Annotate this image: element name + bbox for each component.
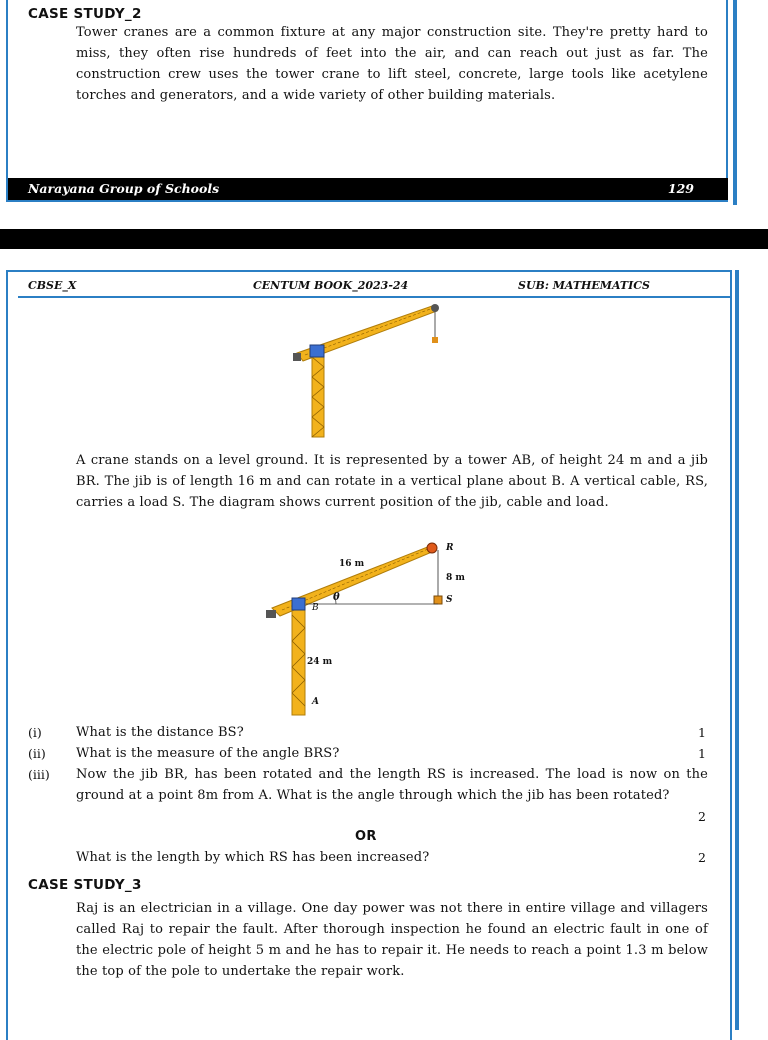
case-study-3-paragraph: Raj is an electrician in a village. One day power was not there in entire village and villagers called Raj to repair the fault. After thorough inspection he found an electric fault in one of the electric pole of height 5 m and he has to repair it. He needs to reach a point 1.3 m below the top of the pole to undertake the repair work. xyxy=(76,901,708,979)
header-book: CENTUM BOOK_2023-24 xyxy=(253,279,409,292)
crane-illustration xyxy=(285,295,445,440)
label-tower-height: 24 m xyxy=(307,657,333,667)
page-footer xyxy=(8,178,728,200)
problem-statement: A crane stands on a level ground. It is represented by a tower AB, of height 24 m and a jib BR. The jib is of length 16 m and can rotate in a vertical plane about B. A vertical cable, RS, carries a load S. The diagram shows current position of the jib, cable and load. xyxy=(76,453,708,510)
case-study-3-title: CASE STUDY_3 xyxy=(28,877,142,893)
label-theta: θ xyxy=(333,592,340,603)
question-3-marks: 2 xyxy=(698,809,706,824)
question-2-number: (ii) xyxy=(28,746,46,761)
header-board: CBSE_X xyxy=(28,279,77,292)
crane-diagram xyxy=(262,540,482,720)
bottom-page-edge xyxy=(735,270,739,1030)
or-question-marks: 2 xyxy=(698,850,706,865)
top-page-edge xyxy=(733,0,737,205)
label-jib-length: 16 m xyxy=(339,559,365,569)
question-1-text: What is the distance BS? xyxy=(76,725,244,740)
header-subject: SUB: MATHEMATICS xyxy=(518,279,650,292)
page-separator xyxy=(0,229,768,249)
or-question-text: What is the length by which RS has been increased? xyxy=(76,850,430,865)
label-point-s: S xyxy=(446,595,453,605)
question-3-text: Now the jib BR, has been rotated and the length RS is increased. The load is now on the ground at a point 8m from A. What is the angle through which the jib has been rotated? xyxy=(76,767,708,803)
footer-page-number: 129 xyxy=(667,181,694,196)
question-1-number: (i) xyxy=(28,725,42,740)
or-label: OR xyxy=(355,829,377,844)
label-point-b: B xyxy=(312,603,319,613)
question-3-number: (iii) xyxy=(28,767,50,782)
question-2-text: What is the measure of the angle BRS? xyxy=(76,746,340,761)
case-study-2-title: CASE STUDY_2 xyxy=(28,6,142,22)
question-1-marks: 1 xyxy=(698,725,706,740)
load-s xyxy=(434,596,442,604)
footer-school-name: Narayana Group of Schools xyxy=(28,181,220,196)
label-cable-length: 8 m xyxy=(446,573,465,583)
question-2-marks: 1 xyxy=(698,746,706,761)
label-point-a: A xyxy=(312,697,319,707)
case-study-2-paragraph: Tower cranes are a common fixture at any major construction site. They're pretty hard to miss, they often rise hundreds of feet into the air, and can reach out just as far. The construction crew uses the tower crane to lift steel, concrete, large tools like acetylene torches and generators, and a wide variety of other building materials. xyxy=(76,25,708,103)
label-point-r: R xyxy=(446,543,454,553)
